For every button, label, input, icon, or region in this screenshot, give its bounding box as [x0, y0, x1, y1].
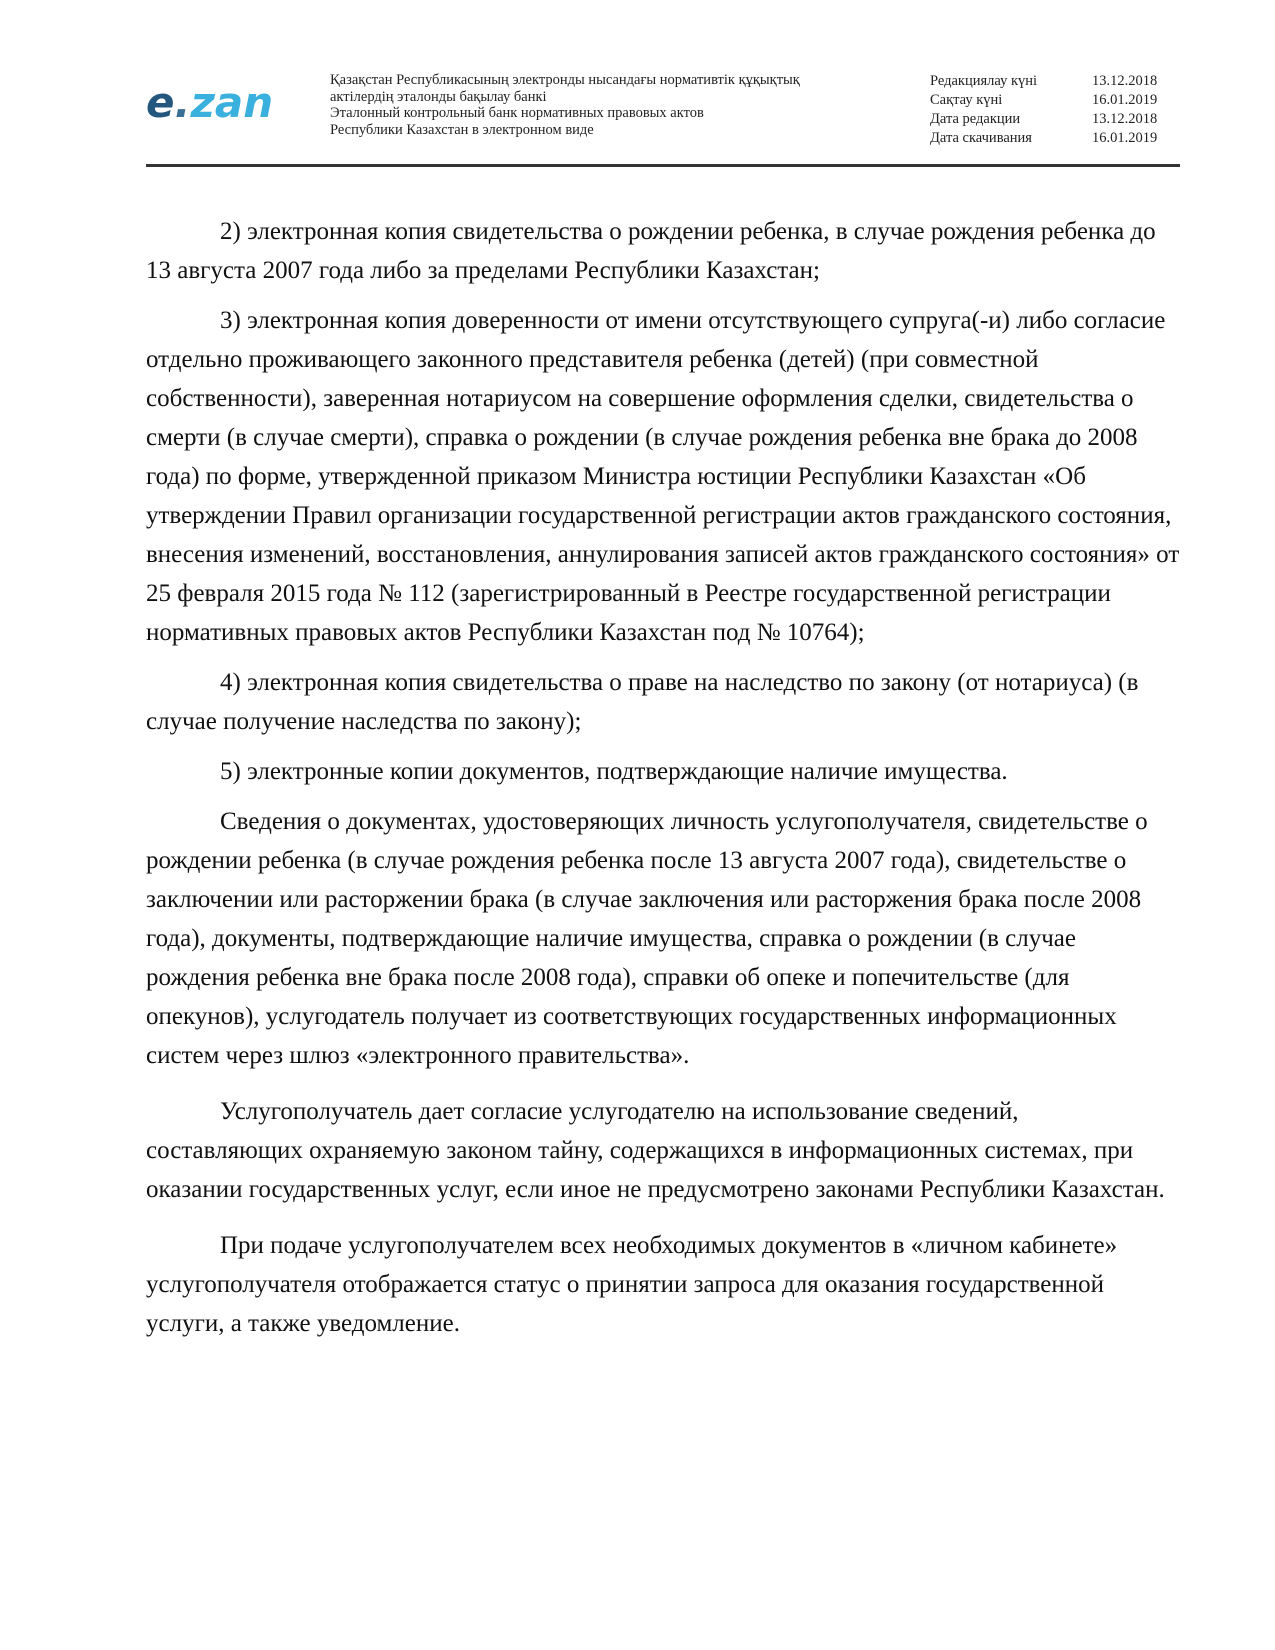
date-row-save-kz [930, 91, 1182, 110]
date-value: 13.12.2018 [1092, 111, 1158, 127]
logo-e: e [146, 78, 175, 127]
date-label: Сақтау күні [930, 92, 1003, 108]
bank-name-line: Эталонный контрольный банк нормативных правовых актов [330, 105, 704, 121]
date-row-edit-kz [930, 72, 1182, 91]
paragraph-consent: Услугополучатель дает согласие услугодателю на использование сведений, составляющих охраняемую законом тайну, содержащихся в информационных системах, при оказании государственных услуг, если иное не предусмотрено законами Республики Казахстан. [146, 1098, 1165, 1203]
date-value: 16.01.2019 [1092, 92, 1158, 108]
bank-name-line: актілердің эталонды бақылау банкі [330, 88, 547, 105]
date-value: 13.12.2018 [1092, 73, 1158, 89]
date-table [930, 72, 1182, 148]
paragraph-item-5: 5) электронные копии документов, подтверждающие наличие имущества. [220, 758, 1008, 785]
paragraph-documents-info: Сведения о документах, удостоверяющих личность услугополучателя, свидетельстве о рождении ребенка (в случае рождения ребенка после 13 августа 2007 года), свидетельстве о заключении или расторжении брака (в случае заключения или расторжения брака после 2008 года), документы, подтверждающие наличие имущества, справка о рождении (в случае рождения ребенка вне брака после 2008 года), справки об опеке и попечительстве (для опекунов), услугодатель получает из соответствующих государственных информационных систем через шлюз «электронного правительства». [146, 808, 1148, 1069]
paragraph-submission: При подаче услугополучателем всех необходимых документов в «личном кабинете» услугополучателя отображается статус о принятии запроса для оказания государственной услуги, а также уведомление. [146, 1232, 1118, 1337]
date-row-edit-ru [930, 110, 1182, 129]
date-label: Редакциялау күні [930, 73, 1038, 89]
date-label: Дата редакции [930, 111, 1021, 127]
page-header [146, 70, 1180, 168]
document-body [146, 212, 1180, 1354]
ezan-logo [146, 78, 274, 127]
logo-dot: . [174, 78, 191, 127]
paragraph-item-2: 2) электронная копия свидетельства о рождении ребенка, в случае рождения ребенка до 13 августа 2007 года либо за пределами Республики Казахстан; [146, 218, 1156, 284]
paragraph-item-3: 3) электронная копия доверенности от имени отсутствующего супруга(-и) либо согласие отдельно проживающего законного представителя ребенка (детей) (при совместной собственности), заверенная нотариусом на совершение оформления сделки, свидетельства о смерти (в случае смерти), справка о рождении (в случае рождения ребенка вне брака до 2008 года) по форме, утвержденной приказом Министра юстиции Республики Казахстан «Об утверждении Правил организации государственной регистрации актов гражданского состояния, внесения изменений, восстановления, аннулирования записей актов гражданского состояния» от 25 февраля 2015 года № 112 (зарегистрированный в Реестре государственной регистрации нормативных правовых актов Республики Казахстан под № 10764); [146, 307, 1180, 646]
date-row-download-ru [930, 129, 1182, 148]
bank-name-line: Республики Казахстан в электронном виде [330, 121, 594, 138]
date-label: Дата скачивания [930, 130, 1032, 146]
header-divider [146, 164, 1180, 167]
logo-zan: zan [190, 78, 274, 127]
bank-name [330, 72, 800, 138]
date-value: 16.01.2019 [1092, 130, 1158, 146]
bank-name-line: Қазақстан Республикасының электронды нысандағы нормативтік құқықтық [330, 72, 800, 88]
paragraph-item-4: 4) электронная копия свидетельства о праве на наследство по закону (от нотариуса) (в случае получение наследства по закону); [146, 669, 1139, 735]
